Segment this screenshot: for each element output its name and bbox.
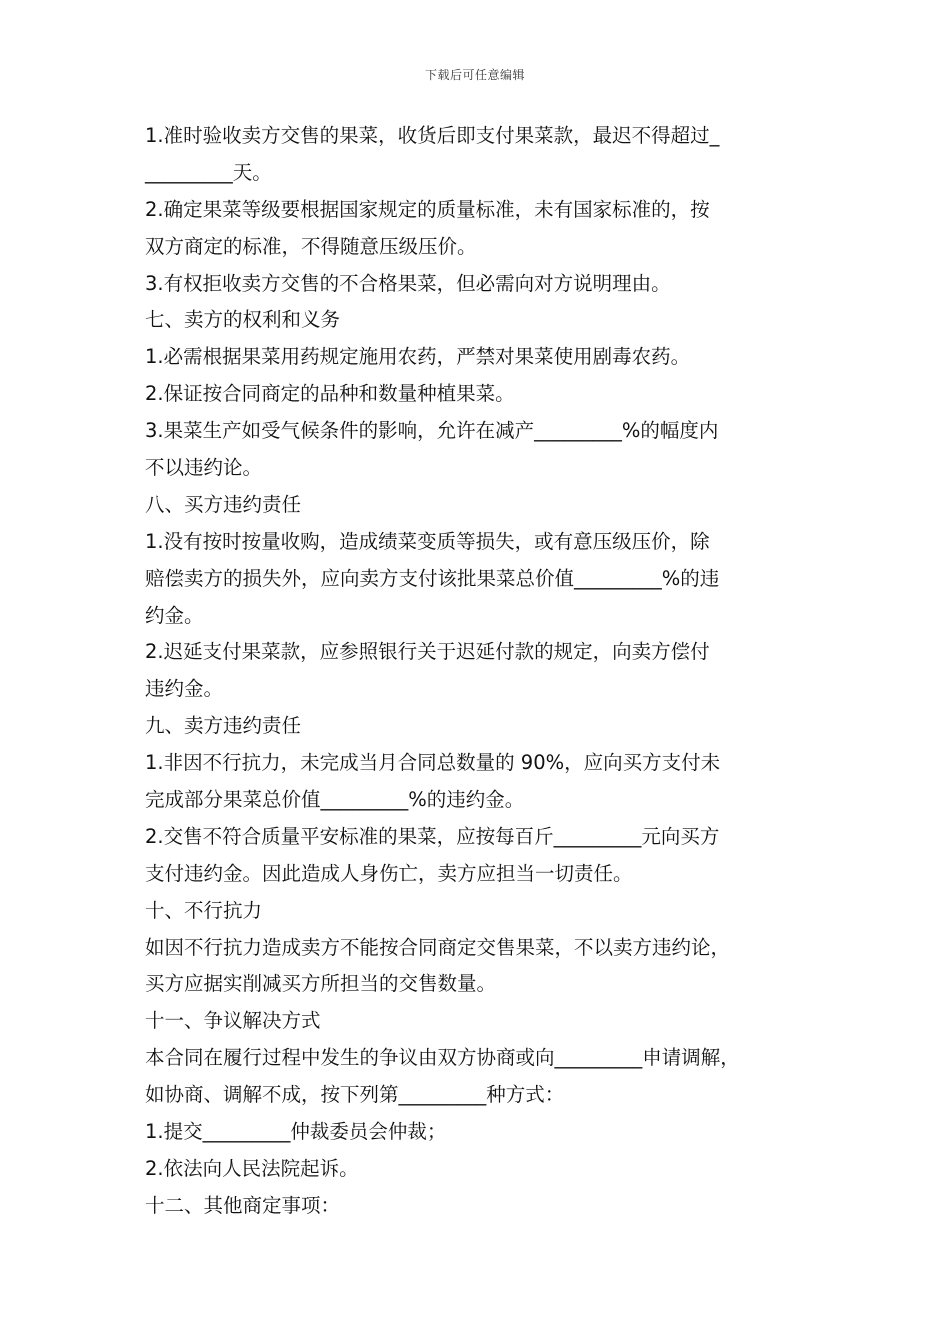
text-line: 完成部分果菜总价值_________%的违约金。	[145, 788, 525, 812]
text-line: 如协商、调解不成，按下列第_________种方式：	[145, 1083, 565, 1107]
text-line: 买方应据实削减买方所担当的交售数量。	[145, 972, 497, 996]
document-body	[145, 118, 820, 1225]
text-line: 不以违约论。	[145, 456, 263, 480]
section-heading: 九、卖方违约责任	[145, 714, 302, 738]
text-line: 2.确定果菜等级要根据国家规定的质量标准，未有国家标准的，按	[145, 197, 710, 221]
text-line: 3.果菜生产如受气候条件的影响，允许在减产_________%的幅度内	[145, 419, 719, 443]
text-line: 1.必需根据果菜用药规定施用农药，严禁对果菜使用剧毒农药。	[145, 345, 691, 369]
text-line: 1.没有按时按量收购，造成绩菜变质等损失，或有意压级压价，除	[145, 529, 710, 553]
page-header: 下载后可任意编辑	[424, 68, 525, 82]
section-heading: 十一、争议解决方式	[145, 1009, 321, 1033]
section-heading: 十二、其他商定事项：	[145, 1193, 341, 1217]
text-line: 1.准时验收卖方交售的果菜，收货后即支付果菜款，最迟不得超过_	[145, 124, 720, 147]
text-line: 2.保证按合同商定的品种和数量种植果菜。	[145, 382, 515, 406]
text-line: _________天。	[145, 160, 272, 184]
text-line: 赔偿卖方的损失外，应向卖方支付该批果菜总价值_________%的违	[145, 566, 720, 590]
text-line: 如因不行抗力造成卖方不能按合同商定交售果菜，不以卖方违约论，	[145, 935, 731, 959]
text-line: 违约金。	[145, 677, 224, 701]
text-line: 约金。	[145, 603, 204, 627]
text-line: 1.非因不行抗力，未完成当月合同总数量的 90%，应向买方支付未	[145, 751, 721, 775]
text-line: 1.提交_________仲裁委员会仲裁；	[145, 1120, 447, 1144]
section-heading: 七、卖方的权利和义务	[145, 308, 341, 332]
section-heading: 八、买方违约责任	[145, 492, 302, 516]
text-line: 3.有权拒收卖方交售的不合格果菜，但必需向对方说明理由。	[145, 271, 671, 295]
text-line: 本合同在履行过程中发生的争议由双方协商或向_________申请调解，	[145, 1046, 740, 1070]
section-heading: 十、不行抗力	[145, 898, 263, 922]
text-line: 2.交售不符合质量平安标准的果菜，应按每百斤_________元向买方	[145, 824, 720, 848]
text-line: 2.依法向人民法院起诉。	[145, 1156, 359, 1180]
text-line: 支付违约金。因此造成人身伤亡，卖方应担当一切责任。	[145, 861, 633, 885]
text-line: 2.迟延支付果菜款，应参照银行关于迟延付款的规定，向卖方偿付	[145, 640, 710, 664]
text-line: 双方商定的标准，不得随意压级压价。	[145, 234, 477, 258]
